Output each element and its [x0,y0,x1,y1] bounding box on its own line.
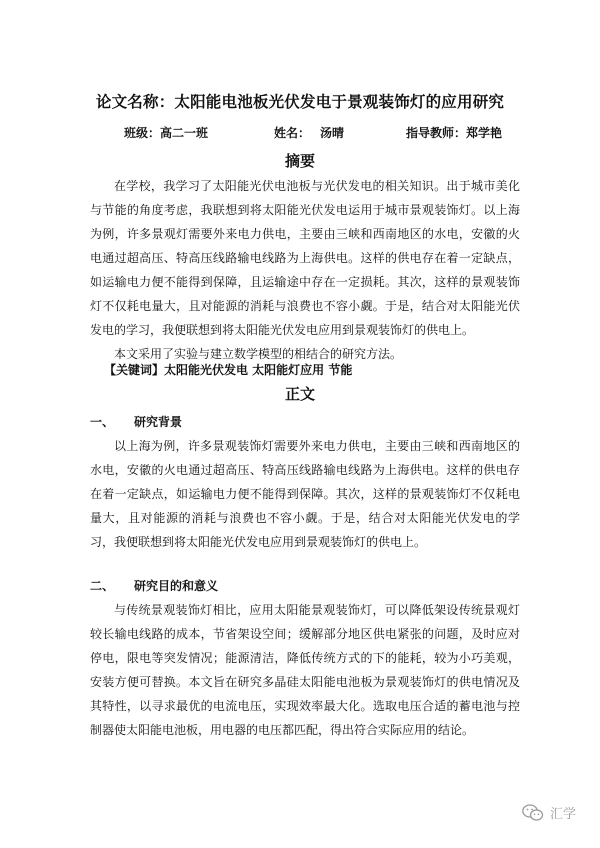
abstract-heading: 摘要 [284,152,315,170]
body-heading: 正文 [284,385,315,403]
paper-title: 论文名称：太阳能电池板光伏发电于景观装饰灯的应用研究 [95,93,505,111]
section-1-number: 一、 [90,415,115,429]
section-1-title: 研究背景 [134,415,183,429]
section-2-title: 研究目的和意义 [134,579,219,593]
section-2-heading [90,574,218,598]
section-1-paragraph: 以上海为例，许多景观装饰灯需要外来电力供电，主要由三峡和西南地区的水电，安徽的火电通过超高压、特高压线路输电线路为上海供电。这样的供电存在着一定缺点，如运输电力便不能得到保障。其次，这样的景观装饰灯不仅耗电量大，且对能源的消耗与浪费也不容小觑。于是，结合对太阳能光伏发电的学习，我便联想到将太阳能光伏发电应用到景观装饰灯的供电上。 [90,439,520,549]
section-2-paragraph: 与传统景观装饰灯相比，应用太阳能景观装饰灯，可以降低架设传统景观灯较长输电线路的成本，节省架设空间；缓解部分地区供电紧张的问题，及时应对停电，限电等突发情况；能源清洁，降低传统方式的下的能耗，较为小巧美观，安装方便可替换。本文旨在研究多晶硅太阳能电池板为景观装饰灯的供电情况及其特性，以寻求最优的电流电压，实现效率最大化。选取电压合适的蓄电池与控制器使太阳能电池板，用电器的电压都匹配，得出符合实际应用的结论。 [90,603,520,737]
section-2-number: 二、 [90,579,115,593]
student-name-label: 姓名： [274,126,311,140]
abstract-paragraph-2: 本文采用了实验与建立数学模型的相结合的研究方法。 [114,347,403,361]
watermark-text: 汇学 [549,807,576,822]
abstract-paragraph-1: 在学校，我学习了太阳能光伏电池板与光伏发电的相关知识。出于城市美化与节能的角度考虑，我联想到将太阳能光伏发电运用于城市景观装饰灯。以上海为例，许多景观灯需要外来电力供电，主要由三峡和西南地区的水电，安徽的火电通过超高压、特高压线路输电线路为上海供电。这样的供电存在着一定缺点，如运输电力便不能得到保障，且运输途中存在一定损耗。其次，这样的景观装饰灯不仅耗电量大，且对能源的消耗与浪费也不容小觑。于是，结合对太阳能光伏发电的学习，我便联想到将太阳能光伏发电应用到景观装饰灯的供电上。 [90,179,520,337]
keywords: 【关键词】太阳能光伏发电 太阳能灯应用 节能 [104,363,353,377]
wechat-icon [522,804,544,822]
class-info: 班级：高二一班 [124,126,209,140]
student-name [274,124,344,141]
section-1-heading [90,410,182,434]
watermark [522,803,576,822]
advisor-info: 指导教师：郑学艳 [406,126,503,140]
student-name-value: 汤晴 [320,126,345,140]
